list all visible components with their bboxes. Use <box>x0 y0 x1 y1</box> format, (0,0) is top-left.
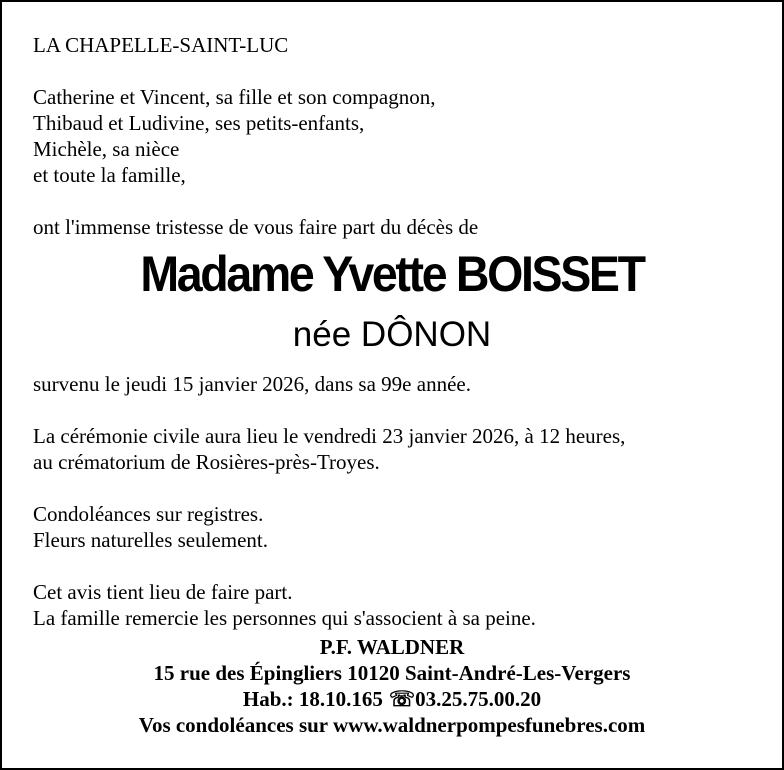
website-line: Vos condoléances sur www.waldnerpompesfunebres.com <box>138 713 646 737</box>
date-of-death <box>33 371 762 397</box>
spacer <box>33 475 762 501</box>
family-line: Thibaud et Ludivine, ses petits-enfants, <box>33 111 365 135</box>
family-line: Catherine et Vincent, sa fille et son compagnon, <box>33 85 436 109</box>
ceremony-line: La cérémonie civile aura lieu le vendredi 23 janvier 2026, à 12 heures, <box>33 424 626 448</box>
maiden-name: née DÔNON <box>292 315 492 354</box>
closing <box>33 579 762 631</box>
ceremony-line: au crématorium de Rosières-près-Troyes. <box>33 450 380 474</box>
funeral-home-footer <box>2 634 782 738</box>
company-name: P.F. WALDNER <box>319 635 465 659</box>
notice-upper-text <box>33 32 762 240</box>
family-list <box>33 84 762 188</box>
closing-line: Cet avis tient lieu de faire part. <box>33 580 293 604</box>
habilitation: Hab.: 18.10.165 <box>242 687 383 711</box>
instruction-line: Condoléances sur registres. <box>33 502 264 526</box>
instructions <box>33 501 762 553</box>
instruction-line: Fleurs naturelles seulement. <box>33 528 269 552</box>
family-line: Michèle, sa nièce <box>33 137 180 161</box>
spacer <box>33 188 762 214</box>
announcement <box>33 214 762 240</box>
announcement-text: ont l'immense tristesse de vous faire part du décès de <box>33 215 479 239</box>
ceremony-details <box>33 423 762 475</box>
family-line: et toute la famille, <box>33 163 186 187</box>
company-address: 15 rue des Épingliers 10120 Saint-André-Les-Vergers <box>153 661 631 685</box>
spacer <box>33 58 762 84</box>
spacer <box>33 553 762 579</box>
contact-line <box>2 686 782 712</box>
spacer <box>33 397 762 423</box>
location-text: LA CHAPELLE-SAINT-LUC <box>33 33 289 57</box>
date-of-death-text: survenu le jeudi 15 janvier 2026, dans sa 99e année. <box>33 372 471 396</box>
closing-line: La famille remercie les personnes qui s'associent à sa peine. <box>33 606 536 630</box>
location <box>33 32 762 58</box>
notice-lower-text <box>33 371 762 631</box>
phone-number: 03.25.75.00.20 <box>415 687 542 711</box>
deceased-name: Madame Yvette BOISSET <box>140 246 644 302</box>
phone-icon: ☏ <box>388 687 416 711</box>
